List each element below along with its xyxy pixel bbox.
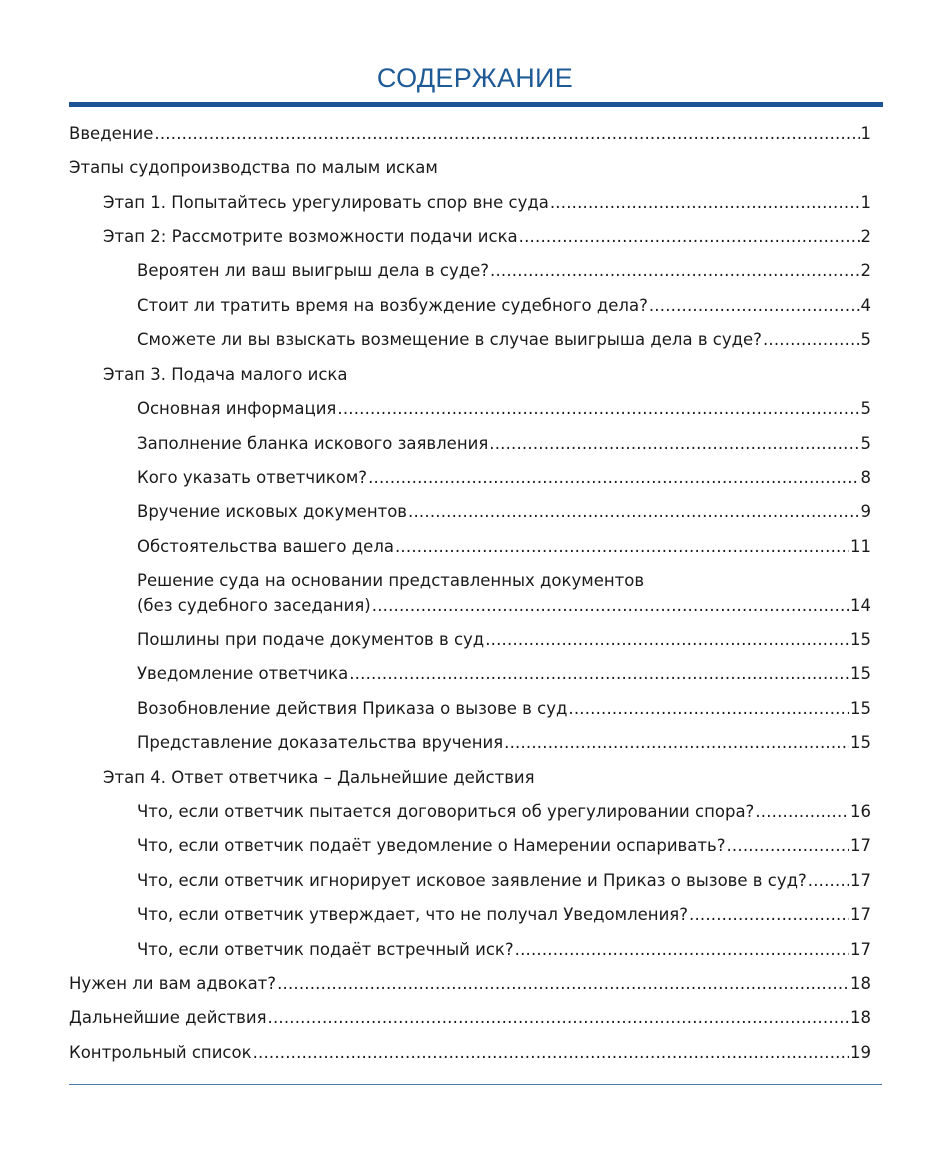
- toc-page-number: 2: [860, 227, 871, 246]
- toc-page-number: 16: [850, 802, 871, 821]
- toc-page-number: 15: [850, 699, 871, 718]
- toc-leader-dots: [755, 800, 849, 824]
- toc-entry-text-line2: (без судебного заседания): [137, 596, 371, 615]
- toc-leader-dots: [808, 869, 849, 893]
- toc-page-number: 2: [860, 261, 871, 280]
- toc-leader-dots: [372, 594, 849, 618]
- toc-entry-text: Этап 3. Подача малого иска: [103, 365, 348, 384]
- toc-entry-checklist[interactable]: [69, 1041, 871, 1065]
- toc-leader-dots: [504, 731, 849, 755]
- toc-entry-stage-2[interactable]: [103, 225, 871, 249]
- toc-entry-text: Что, если ответчик игнорирует исковое заявление и Приказ о вызове в суд?: [137, 871, 807, 890]
- toc-leader-dots: [408, 500, 859, 524]
- footer-divider: [69, 1084, 882, 1085]
- toc-leader-dots: [490, 259, 859, 283]
- toc-entry-text: Вероятен ли ваш выигрыш дела в суде?: [137, 261, 490, 280]
- toc-entry-text: Заполнение бланка искового заявления: [137, 434, 489, 453]
- page-title: СОДЕРЖАНИЕ: [376, 63, 574, 93]
- toc-page-number: 8: [860, 468, 871, 487]
- toc-page-number: 9: [860, 502, 871, 521]
- toc-entry-text: Сможете ли вы взыскать возмещение в случае выигрыша дела в суде?: [137, 330, 762, 349]
- toc-entry-text: Контрольный список: [69, 1043, 252, 1062]
- toc-entry-lawyer[interactable]: [69, 972, 871, 996]
- toc-entry[interactable]: [137, 259, 871, 283]
- toc-entry[interactable]: [137, 662, 871, 686]
- toc-entry-text: Вручение исковых документов: [137, 502, 408, 521]
- toc-entry-text: Что, если ответчик пытается договориться об урегулировании спора?: [137, 802, 755, 821]
- toc-page-number: 15: [850, 733, 871, 752]
- toc-leader-dots: [568, 697, 849, 721]
- toc-entry-stage-3[interactable]: [103, 363, 871, 387]
- toc-entry[interactable]: [137, 328, 871, 352]
- toc-entry-text: Обстоятельства вашего дела: [137, 537, 394, 556]
- toc-leader-dots: [763, 328, 860, 352]
- toc-entry[interactable]: [137, 903, 871, 927]
- toc-entry-text: Нужен ли вам адвокат?: [69, 974, 277, 993]
- toc-entry[interactable]: [137, 628, 871, 652]
- toc-entry[interactable]: [137, 938, 871, 962]
- toc-page-number: 14: [850, 596, 871, 615]
- toc-entry-text: Кого указать ответчиком?: [137, 468, 368, 487]
- toc-entry[interactable]: [137, 466, 871, 490]
- toc-entry-text: Что, если ответчик утверждает, что не получал Уведомления?: [137, 905, 688, 924]
- toc-entry-text: Этап 2: Рассмотрите возможности подачи иска: [103, 227, 518, 246]
- toc-leader-dots: [649, 294, 860, 318]
- toc-page-number: 5: [860, 399, 871, 418]
- toc-page-number: 11: [850, 537, 871, 556]
- toc-entry-text: Уведомление ответчика: [137, 664, 349, 683]
- toc-page-number: 1: [860, 124, 871, 143]
- toc-entry-text: Представление доказательства вручения: [137, 733, 504, 752]
- toc-page-number: 17: [850, 836, 871, 855]
- toc-page-number: 18: [850, 974, 871, 993]
- toc-leader-dots: [395, 535, 849, 559]
- toc-entry-text: Возобновление действия Приказа о вызове в суд: [137, 699, 568, 718]
- toc-leader-dots: [253, 1041, 849, 1065]
- toc-entry-text: Что, если ответчик подаёт уведомление о Намерении оспаривать?: [137, 836, 726, 855]
- toc-leader-dots: [368, 466, 859, 490]
- toc-page-number: 5: [860, 330, 871, 349]
- toc-entry[interactable]: [137, 397, 871, 421]
- toc-entry[interactable]: [137, 731, 871, 755]
- toc-leader-dots: [485, 628, 849, 652]
- toc-entry[interactable]: [137, 800, 871, 824]
- toc-page-number: 5: [860, 434, 871, 453]
- toc-entry-stage-1[interactable]: [103, 191, 871, 215]
- toc-entry-text-line1: Решение суда на основании представленных документов: [137, 571, 645, 590]
- toc-leader-dots: [489, 432, 859, 456]
- toc-entry-text: Основная информация: [137, 399, 337, 418]
- toc-section-heading[interactable]: [69, 156, 871, 180]
- toc-leader-dots: [268, 1006, 850, 1030]
- toc-leader-dots: [337, 397, 859, 421]
- toc-entry[interactable]: [137, 294, 871, 318]
- toc-entry-text: Пошлины при подаче документов в суд: [137, 630, 485, 649]
- toc-entry[interactable]: [137, 834, 871, 858]
- toc-entry-next-steps[interactable]: [69, 1006, 871, 1030]
- toc-page-number: 15: [850, 664, 871, 683]
- toc-leader-dots: [515, 938, 849, 962]
- toc-entry-text: Этап 4. Ответ ответчика – Дальнейшие действия: [103, 768, 535, 787]
- toc-entry-text: Что, если ответчик подаёт встречный иск?: [137, 940, 514, 959]
- toc-entry-stage-4[interactable]: [103, 766, 871, 790]
- toc-page-number: 4: [860, 296, 871, 315]
- toc-leader-dots: [154, 122, 859, 146]
- toc-entry[interactable]: [137, 535, 871, 559]
- toc-entry[interactable]: [137, 697, 871, 721]
- toc-entry[interactable]: [137, 869, 871, 893]
- toc-entry[interactable]: [137, 500, 871, 524]
- toc-entry-text: Стоит ли тратить время на возбуждение судебного дела?: [137, 296, 648, 315]
- toc-page-number: 17: [850, 905, 871, 924]
- toc-entry-text: Введение: [69, 124, 154, 143]
- toc-entry-multiline[interactable]: [137, 569, 871, 618]
- toc-leader-dots: [277, 972, 849, 996]
- toc-leader-dots: [550, 191, 860, 215]
- toc-page-number: 17: [850, 940, 871, 959]
- toc-leader-dots: [726, 834, 849, 858]
- toc-entry-text: Этапы судопроизводства по малым искам: [69, 158, 438, 177]
- toc-page-number: 1: [860, 193, 871, 212]
- table-of-contents: [69, 0, 871, 1154]
- toc-leader-dots: [349, 662, 849, 686]
- toc-leader-dots: [689, 903, 849, 927]
- toc-entry[interactable]: [137, 432, 871, 456]
- toc-leader-dots: [519, 225, 860, 249]
- toc-page-number: 17: [850, 871, 871, 890]
- toc-entry-text: Этап 1. Попытайтесь урегулировать спор вне суда: [103, 193, 549, 212]
- toc-page-number: 19: [850, 1043, 871, 1062]
- toc-page-number: 15: [850, 630, 871, 649]
- toc-page-number: 18: [850, 1008, 871, 1027]
- toc-entry-text: Дальнейшие действия: [69, 1008, 267, 1027]
- toc-entry-introduction[interactable]: [69, 122, 871, 146]
